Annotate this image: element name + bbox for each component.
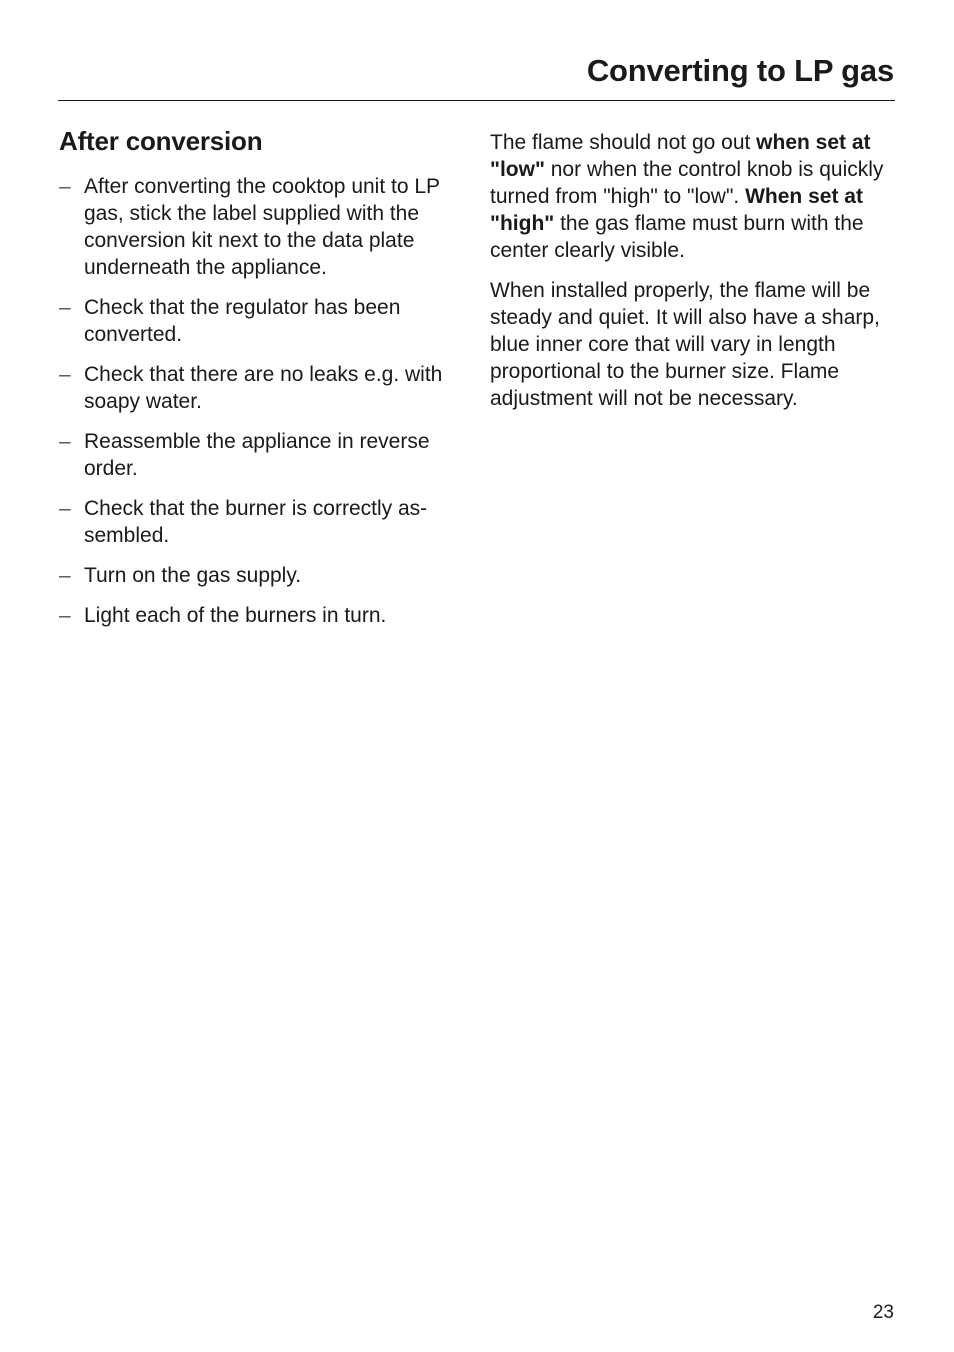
proper-installation-paragraph: When installed properly, the flame will be steady and quiet. It will also have a sharp, blue inner core that will vary in length proportional to the burner size. Flame adjustment will not be necessary. bbox=[490, 279, 880, 410]
step-text: Reassemble the appliance in reverse order. bbox=[84, 430, 430, 480]
dash-bullet: – bbox=[59, 175, 71, 198]
left-column bbox=[59, 124, 469, 642]
step-item bbox=[59, 294, 469, 348]
text-run: nor when the control knob is quickly turned from "high" to "low". bbox=[490, 158, 884, 208]
page-title: Converting to LP gas bbox=[586, 53, 894, 88]
emphasis-low: when set at "low" bbox=[490, 131, 871, 181]
dash-bullet: – bbox=[59, 604, 71, 627]
dash-bullet: – bbox=[59, 430, 71, 453]
section-heading: After conversion bbox=[59, 126, 263, 156]
text-run: the gas flame must burn with the center clearly visible. bbox=[490, 212, 864, 262]
emphasis-high: When set at "high" bbox=[490, 185, 863, 235]
step-item bbox=[59, 361, 469, 415]
flame-behavior-paragraph bbox=[490, 129, 900, 264]
step-item bbox=[59, 602, 469, 629]
right-column bbox=[490, 129, 900, 425]
step-item bbox=[59, 428, 469, 482]
text-run: The flame should not go out bbox=[490, 131, 757, 154]
steps-list bbox=[59, 173, 469, 629]
dash-bullet: – bbox=[59, 363, 71, 386]
step-text: Turn on the gas supply. bbox=[84, 564, 302, 587]
step-item bbox=[59, 562, 469, 589]
step-text: Check that there are no leaks e.g. with soapy water. bbox=[84, 363, 443, 413]
title-divider bbox=[58, 100, 895, 101]
step-item bbox=[59, 495, 469, 549]
step-text: After converting the cooktop unit to LP gas, stick the label supplied with the conversion kit next to the data plate underneath the appliance. bbox=[84, 175, 440, 279]
dash-bullet: – bbox=[59, 564, 71, 587]
step-text: Check that the burner is correctly as-sembled. bbox=[84, 497, 428, 547]
dash-bullet: – bbox=[59, 497, 71, 520]
page-number: 23 bbox=[872, 1302, 894, 1323]
step-text: Light each of the burners in turn. bbox=[84, 604, 387, 627]
dash-bullet: – bbox=[59, 296, 71, 319]
step-text: Check that the regulator has been converted. bbox=[84, 296, 401, 346]
step-item bbox=[59, 173, 469, 281]
